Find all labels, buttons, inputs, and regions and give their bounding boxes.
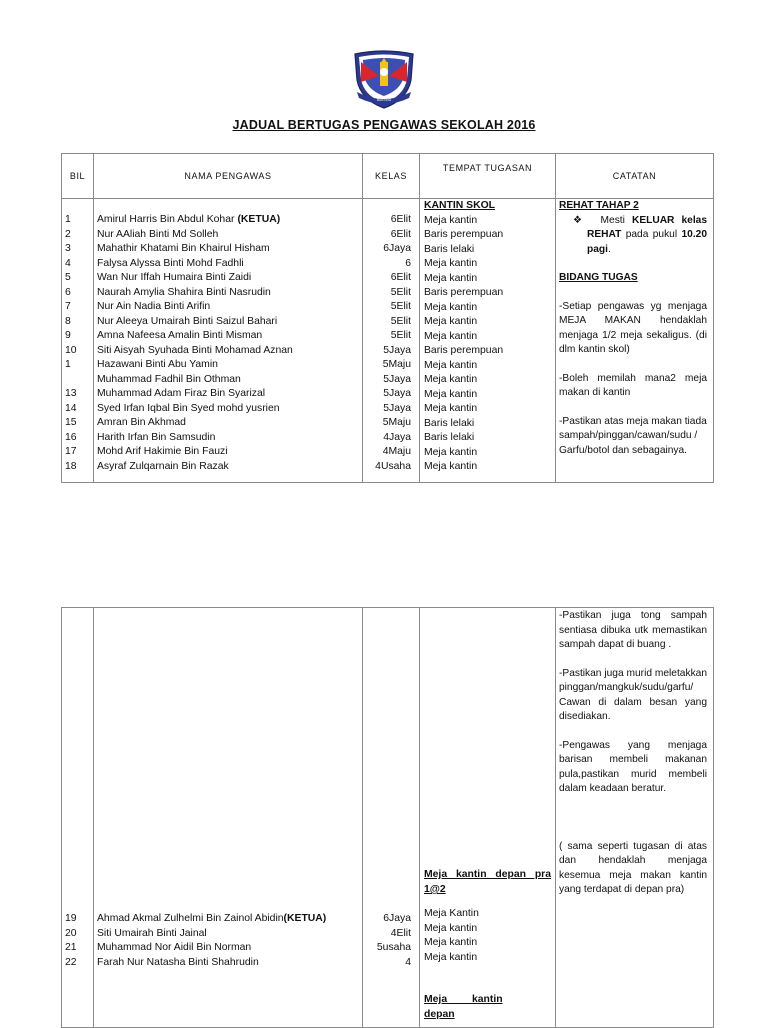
tempat-value: Meja kantin xyxy=(424,301,478,313)
pengawas-name: Nur Ain Nadia Binti Arifin xyxy=(97,301,211,312)
tempat-value: Meja kantin xyxy=(424,214,478,226)
pengawas-name: Amran Bin Akhmad xyxy=(97,417,186,428)
header-nama: NAMA PENGAWAS xyxy=(94,154,363,199)
tempat-heading: Meja kantin depan pra 1@2 xyxy=(424,869,551,895)
kelas-value: 6Elit xyxy=(390,228,411,240)
kelas-value: 5Jaya xyxy=(383,402,411,414)
bil-column xyxy=(62,608,94,1028)
kelas-value: 5usaha xyxy=(376,942,411,953)
tempat-value: Baris lelaki xyxy=(424,417,475,429)
pengawas-name: Muhammad Fadhil Bin Othman xyxy=(97,373,241,385)
header-kelas: KELAS xyxy=(363,154,420,199)
pengawas-name: Amirul Harris Bin Abdul Kohar (KETUA) xyxy=(97,214,281,225)
table-body-row xyxy=(62,608,714,1028)
catatan-heading-rehat: REHAT TAHAP 2 xyxy=(559,200,639,211)
bil-number: 14 xyxy=(65,402,77,414)
pengawas-name: Hazawani Binti Abu Yamin xyxy=(97,359,218,370)
tempat-value: Baris perempuan xyxy=(424,287,504,298)
pengawas-name: Ahmad Akmal Zulhelmi Bin Zainol Abidin(KETUA) xyxy=(97,913,327,924)
catatan-bullet: ❖ Mesti KELUAR kelas REHAT pada pukul 10.20 pagi. xyxy=(573,214,707,255)
tempat-value: Meja kantin xyxy=(424,951,478,963)
kelas-value: 5Elit xyxy=(390,330,411,341)
header-tempat: TEMPAT TUGASAN xyxy=(420,154,556,199)
document-title: JADUAL BERTUGAS PENGAWAS SEKOLAH 2016 xyxy=(232,118,536,132)
kelas-value: 4 xyxy=(405,956,411,968)
tempat-column xyxy=(420,199,556,483)
tempat-value: Baris perempuan xyxy=(424,229,504,240)
catatan-heading-bidang: BIDANG TUGAS xyxy=(559,272,638,283)
bil-number: 15 xyxy=(65,417,77,428)
bil-number: 16 xyxy=(65,431,77,443)
catatan-para-3c: Garfu/botol dan sebagainya. xyxy=(559,444,688,456)
tempat-value: Meja kantin xyxy=(424,359,478,371)
bil-number: 20 xyxy=(65,927,77,939)
nama-column xyxy=(94,199,363,483)
bil-number: 5 xyxy=(65,272,71,283)
bil-number: 22 xyxy=(65,956,77,968)
catatan-para-3b: sampah/pinggan/cawan/sudu / xyxy=(559,430,698,441)
tempat-value: Meja kantin xyxy=(424,272,478,284)
tempat-value: Baris perempuan xyxy=(424,345,504,356)
bil-number: 21 xyxy=(65,942,77,953)
kelas-value: 5Jaya xyxy=(383,344,411,356)
bil-number: 13 xyxy=(65,388,77,399)
bil-number: 1 xyxy=(65,214,71,225)
kelas-value: 4Usaha xyxy=(375,460,411,472)
bil-number: 1 xyxy=(65,359,71,370)
bil-number: 9 xyxy=(65,330,71,341)
svg-text:BANTING: BANTING xyxy=(376,98,392,102)
table-header-row xyxy=(62,154,714,199)
kelas-value: 4Elit xyxy=(390,927,411,939)
table-body-row xyxy=(62,199,714,483)
pengawas-name: Siti Aisyah Syuhada Binti Mohamad Aznan xyxy=(97,344,293,356)
catatan-column xyxy=(556,199,714,483)
kelas-value: 4Maju xyxy=(382,446,411,457)
tempat-footer: Meja kantin depan xyxy=(424,994,503,1020)
kelas-column xyxy=(363,199,420,483)
tempat-value: Meja kantin xyxy=(424,316,478,327)
tempat-value: Meja kantin xyxy=(424,461,478,472)
kelas-value: 5Maju xyxy=(382,417,411,428)
header-bil: BIL xyxy=(62,154,94,199)
tempat-value: Meja kantin xyxy=(424,937,478,948)
tempat-value: Meja kantin xyxy=(424,388,478,400)
kelas-value: 5Elit xyxy=(390,315,411,327)
pengawas-name: Muhammad Nor Aidil Bin Norman xyxy=(97,942,252,953)
kelas-value: 6 xyxy=(405,257,411,269)
tempat-value: Baris lelaki xyxy=(424,432,475,443)
tempat-heading: KANTIN SKOL xyxy=(424,200,495,211)
bil-number xyxy=(62,373,93,388)
kelas-value: 5Maju xyxy=(382,359,411,370)
bil-number: 2 xyxy=(65,228,71,240)
ketua-tag: (KETUA) xyxy=(283,913,327,924)
header-catatan: CATATAN xyxy=(556,154,714,199)
tempat-value: Meja kantin xyxy=(424,403,478,414)
pengawas-name: Farah Nur Natasha Binti Shahrudin xyxy=(97,956,259,968)
pengawas-name: Mohd Arif Hakimie Bin Fauzi xyxy=(97,446,228,457)
nama-column xyxy=(94,608,363,1028)
pengawas-name: Siti Umairah Binti Jainal xyxy=(97,927,207,939)
bil-number: 18 xyxy=(65,460,77,472)
catatan-para-1: -Pastikan juga tong sampah sentiasa dibuka utk memastikan sampah dapat di buang . xyxy=(559,610,707,650)
duty-table-1 xyxy=(61,153,714,483)
pengawas-name: Falysa Alyssa Binti Mohd Fadhli xyxy=(97,257,244,269)
catatan-column xyxy=(556,608,714,1028)
kelas-value: 5Elit xyxy=(390,301,411,312)
kelas-value: 5Elit xyxy=(390,286,411,298)
kelas-column xyxy=(363,608,420,1028)
kelas-value: 4Jaya xyxy=(383,431,411,443)
kelas-value: 6Jaya xyxy=(383,913,411,924)
kelas-value: 6Elit xyxy=(390,272,411,283)
pengawas-name: Nur Aleeya Umairah Binti Saizul Bahari xyxy=(97,315,278,327)
pengawas-name: Syed Irfan Iqbal Bin Syed mohd yusrien xyxy=(97,402,280,414)
bil-column xyxy=(62,199,94,483)
bil-number: 4 xyxy=(65,257,71,269)
duty-table-2 xyxy=(61,607,714,1028)
pengawas-name: Mahathir Khatami Bin Khairul Hisham xyxy=(97,243,270,254)
bil-number: 7 xyxy=(65,301,71,312)
tempat-value: Meja kantin xyxy=(424,374,478,385)
diamond-bullet-icon: ❖ xyxy=(573,214,587,226)
kelas-value: 5Jaya xyxy=(383,373,411,385)
catatan-para-3a: -Pastikan atas meja makan tiada xyxy=(559,415,707,427)
pengawas-name: Amna Nafeesa Amalin Binti Misman xyxy=(97,330,263,341)
bil-number: 17 xyxy=(65,446,77,457)
pengawas-name: Muhammad Adam Firaz Bin Syarizal xyxy=(97,388,266,399)
catatan-para-4: ( sama seperti tugasan di atas dan hendaklah menjaga kesemua meja makan kantin yang terdapat di depan pra) xyxy=(559,840,707,895)
catatan-para-1: -Setiap pengawas yg menjaga MEJA MAKAN hendaklah menjaga 1/2 meja sekaligus. (di dlm kantin skol) xyxy=(559,300,707,355)
bil-number: 3 xyxy=(65,243,71,254)
pengawas-name: Nur AAliah Binti Md Solleh xyxy=(97,228,219,240)
tempat-value: Meja Kantin xyxy=(424,908,479,919)
catatan-para-2: -Pastikan juga murid meletakkan pinggan/mangkuk/sudu/garfu/ Cawan di dalam besan yang disediakan. xyxy=(559,667,707,722)
tempat-value: Meja kantin xyxy=(424,446,478,458)
pengawas-name: Harith Irfan Bin Samsudin xyxy=(97,431,216,443)
school-crest-logo xyxy=(349,46,419,110)
ketua-tag: (KETUA) xyxy=(237,214,281,225)
tempat-column xyxy=(420,608,556,1028)
kelas-value: 6Elit xyxy=(390,214,411,225)
tempat-value: Meja kantin xyxy=(424,922,478,934)
bil-number: 10 xyxy=(65,344,77,356)
pengawas-name: Wan Nur Iffah Humaira Binti Zaidi xyxy=(97,272,252,283)
pengawas-name: Naurah Amylia Shahira Binti Nasrudin xyxy=(97,286,271,298)
kelas-value: 6Jaya xyxy=(383,243,411,254)
bil-number: 6 xyxy=(65,286,71,298)
catatan-para-3: -Pengawas yang menjaga barisan membeli makanan pula,pastikan murid membeli dalam keadaan beratur. xyxy=(559,739,707,794)
kelas-value: 5Jaya xyxy=(383,388,411,399)
bil-number: 8 xyxy=(65,315,71,327)
tempat-value: Meja kantin xyxy=(424,258,478,269)
pengawas-name: Asyraf Zulqarnain Bin Razak xyxy=(97,460,229,472)
tempat-value: Baris lelaki xyxy=(424,243,475,255)
catatan-para-2: -Boleh memilah mana2 meja makan di kantin xyxy=(559,372,707,398)
tempat-value: Meja kantin xyxy=(424,330,478,342)
bil-number: 19 xyxy=(65,913,77,924)
